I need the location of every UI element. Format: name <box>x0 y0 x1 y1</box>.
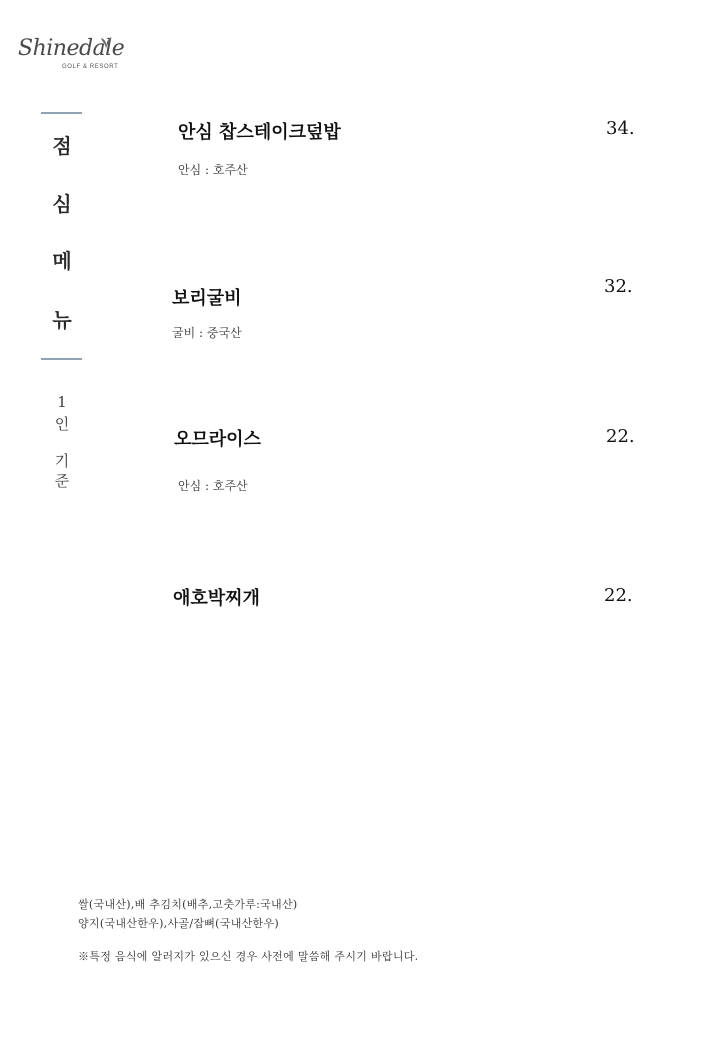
menu-item-name: 애호박찌개 <box>173 588 260 609</box>
logo-subtitle: GOLF & RESORT <box>62 64 119 70</box>
menu-item-price: 32. <box>604 276 633 297</box>
menu-item-origin: 굴비 : 중국산 <box>172 326 242 340</box>
menu-item-price: 22. <box>604 585 633 606</box>
origin-note-line: 양지(국내산한우),사골/잡뼈(국내산한우) <box>78 917 279 930</box>
menu-item-name: 안심 찹스테이크덮밥 <box>178 122 341 143</box>
side-sub-char: 기 <box>54 452 70 470</box>
side-title-char: 메 <box>52 249 72 273</box>
allergy-notice: ※특정 음식에 알러지가 있으신 경우 사전에 말씀해 주시기 바랍니다. <box>78 950 419 963</box>
menu-item-origin: 안심 : 호주산 <box>178 479 248 493</box>
menu-item-name: 보리굴비 <box>172 288 242 309</box>
side-sub-char: 1 <box>57 393 67 411</box>
leaf-icon <box>100 36 112 50</box>
logo-script-text: Shinedale <box>18 36 125 61</box>
origin-note-line: 쌀(국내산),배 추김치(배추,고춧가루:국내산) <box>78 898 298 911</box>
brand-logo <box>18 36 125 76</box>
side-title-char: 심 <box>52 192 72 216</box>
menu-item-price: 34. <box>606 118 635 139</box>
side-title-char: 뉴 <box>52 308 72 332</box>
menu-item-origin: 안심 : 호주산 <box>178 163 248 177</box>
side-divider-bottom <box>41 358 82 360</box>
menu-item-name: 오므라이스 <box>174 429 261 450</box>
side-title-char: 점 <box>52 134 72 158</box>
menu-item-price: 22. <box>606 426 635 447</box>
side-divider-top <box>41 112 82 114</box>
side-sub-char: 준 <box>54 472 70 490</box>
side-sub-char: 인 <box>54 415 70 433</box>
